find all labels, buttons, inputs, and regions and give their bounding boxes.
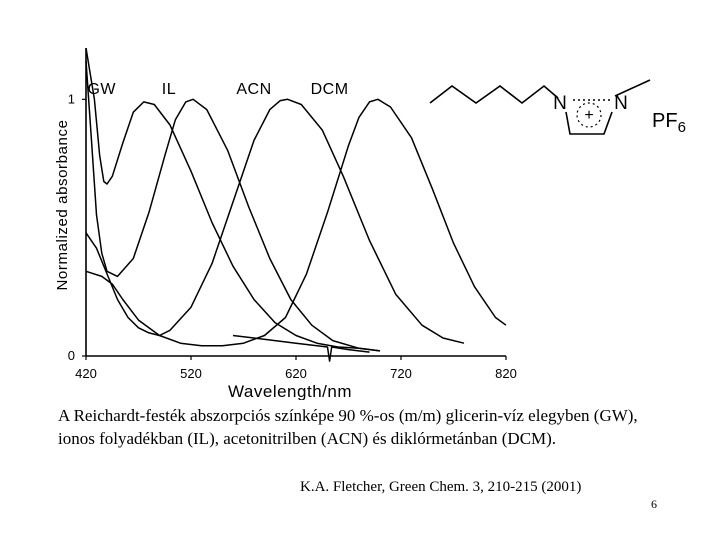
counterion-text: PF (652, 110, 678, 132)
x-axis-label: Wavelength/nm (228, 382, 352, 400)
nitrogen-2-label: N (614, 93, 628, 114)
x-tick-label: 820 (495, 366, 517, 381)
series-label-dcm: DCM (310, 81, 349, 98)
citation: K.A. Fletcher, Green Chem. 3, 210-215 (2001) (300, 479, 582, 495)
x-tick-label: 520 (180, 366, 202, 381)
counterion-subscript: 6 (677, 119, 686, 136)
x-tick-label: 720 (390, 366, 412, 381)
series-line-il (86, 61, 380, 351)
axes (86, 48, 506, 356)
y-axis-label: Normalized absorbance (54, 119, 71, 291)
x-tick-label: 420 (75, 366, 97, 381)
series-line-dcm (86, 99, 506, 345)
series-labels (87, 81, 348, 98)
series-label-gw: GW (87, 81, 117, 98)
positive-charge-label: + (584, 107, 594, 124)
counterion-label (652, 110, 686, 136)
y-tick-label: 0 (67, 348, 75, 363)
y-tick-label: 1 (67, 91, 75, 107)
ionic-liquid-structure (430, 80, 686, 136)
figure-caption: A Reichardt-festék abszorpciós színképe 90 %-os (m/m) glicerin-víz elegyben (GW), ionos folyadékban (IL), acetonitrilben (ACN) és diklórmetánban (DCM). (58, 406, 638, 448)
ticks (68, 91, 517, 381)
x-tick-label: 620 (285, 366, 307, 381)
series-label-acn: ACN (236, 81, 272, 98)
series-line-acn (86, 99, 464, 343)
alkyl-chain-icon (430, 86, 558, 103)
nitrogen-1-label: N (553, 93, 567, 114)
series-label-il: IL (161, 81, 177, 98)
page-number: 6 (651, 497, 657, 511)
series-lines (86, 48, 506, 361)
